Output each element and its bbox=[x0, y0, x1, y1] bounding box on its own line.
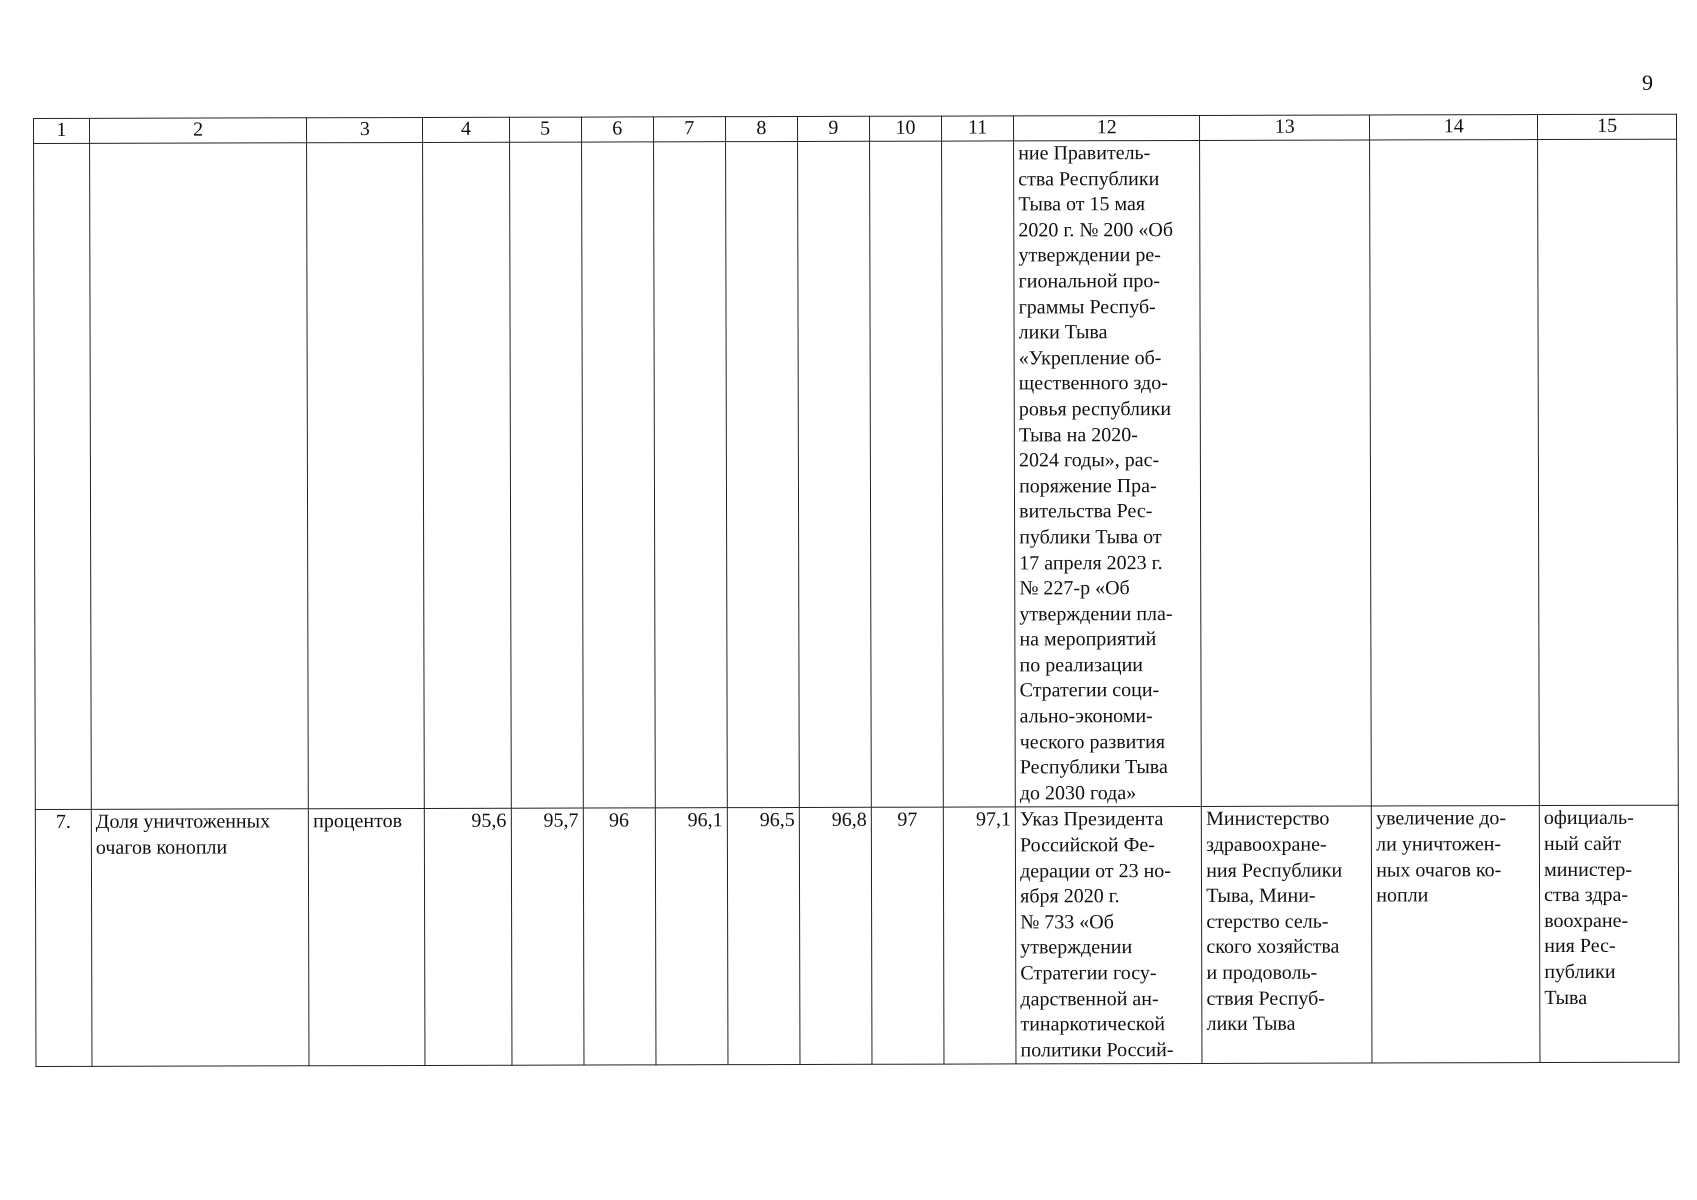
value-cell: 95,6 bbox=[425, 809, 512, 1066]
value-cell: 96 bbox=[583, 808, 656, 1065]
legal-basis-cell: Указ Президента Российской Фе- дерации от 23 но- ября 2020 г. № 733 «Об утверждении Стратегии госу- дарственной ан- тинаркотической политики Россий- bbox=[1015, 807, 1202, 1064]
value-cell: 97,1 bbox=[943, 807, 1016, 1064]
legal-basis-cell: ние Правитель- ства Республики Тыва от 15 мая 2020 г. № 200 «Об утверждении ре- гиональной про- граммы Респуб- лики Тыва «Укрепление об- щественного здо- ровья республики Тыва на 2020- 2024 годы», рас- поряжение Пра- вительства Рес- публики Тыва от 17 апреля 2023 г. № 227-р «Об утверждении пла- на мероприятий по реализации Стратегии соци- ально-экономи- ческого развития Республики Тыва до 2030 года» bbox=[1014, 140, 1202, 807]
table-cell bbox=[90, 143, 309, 810]
header-cell: 2 bbox=[89, 118, 306, 144]
table-cell bbox=[509, 142, 583, 809]
header-cell: 9 bbox=[797, 116, 869, 141]
table-cell bbox=[725, 141, 799, 808]
table-cell bbox=[307, 142, 425, 809]
page-number: 9 bbox=[1642, 70, 1653, 95]
table-cell bbox=[870, 141, 944, 808]
header-cell: 8 bbox=[725, 116, 797, 141]
table-row bbox=[35, 806, 1679, 1067]
row-number: 7. bbox=[35, 810, 92, 1067]
header-cell: 3 bbox=[307, 117, 423, 142]
table-cell bbox=[423, 142, 511, 809]
table-cell bbox=[1538, 139, 1679, 806]
table-cell bbox=[653, 142, 727, 809]
header-cell: 10 bbox=[869, 116, 941, 141]
unit-cell: процентов bbox=[309, 809, 426, 1066]
source-cell: официаль- ный сайт министер- ства здра- воохране- ния Рес- публики Тыва bbox=[1539, 806, 1679, 1063]
header-cell: 5 bbox=[509, 117, 581, 142]
table-cell bbox=[1200, 140, 1372, 807]
value-cell: 96,5 bbox=[727, 808, 800, 1065]
expected-result-cell: увеличение до- ли уничтожен- ных очагов ко- нопли bbox=[1372, 806, 1541, 1063]
table-cell bbox=[1370, 140, 1540, 807]
table-cell bbox=[34, 143, 92, 810]
table-cell bbox=[942, 141, 1016, 808]
value-cell: 97 bbox=[871, 808, 944, 1065]
value-cell: 95,7 bbox=[511, 809, 584, 1066]
header-cell: 15 bbox=[1538, 114, 1677, 139]
table-cell bbox=[581, 142, 655, 809]
table-cell bbox=[797, 141, 871, 808]
header-cell: 1 bbox=[34, 118, 90, 143]
header-cell: 4 bbox=[423, 117, 509, 142]
header-cell: 11 bbox=[942, 116, 1014, 141]
responsible-cell: Министерство здравоохране- ния Республики Тыва, Мини- стерство сель- ского хозяйства и продоволь- ствия Респуб- лики Тыва bbox=[1202, 806, 1373, 1063]
continuation-row bbox=[34, 139, 1679, 810]
indicator-name: Доля уничтоженных очагов конопли bbox=[91, 809, 309, 1067]
value-cell: 96,8 bbox=[799, 808, 872, 1065]
value-cell: 96,1 bbox=[655, 808, 728, 1065]
header-cell: 7 bbox=[653, 117, 725, 142]
header-cell: 14 bbox=[1370, 115, 1538, 140]
header-cell: 13 bbox=[1200, 115, 1370, 140]
header-cell: 12 bbox=[1014, 115, 1200, 140]
header-cell: 6 bbox=[581, 117, 653, 142]
indicators-table bbox=[33, 114, 1679, 1068]
